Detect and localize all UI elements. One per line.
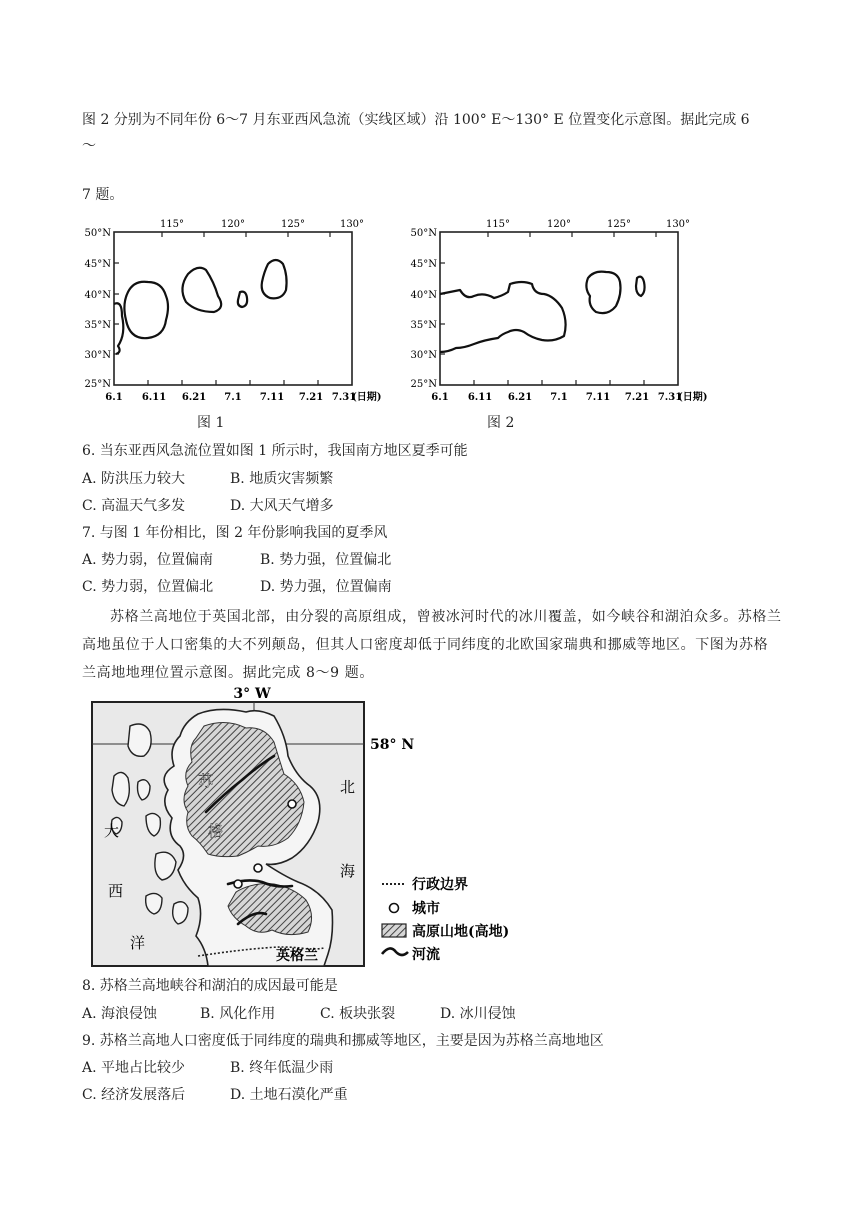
q8-option-c: C. 板块张裂 <box>320 1006 396 1022</box>
fig1-lon-130: 130° <box>339 219 365 230</box>
map-region-char-2: 格 <box>208 822 224 840</box>
fig2-lat-30: 30°N <box>410 350 437 361</box>
legend-river-icon <box>382 948 408 955</box>
fig1-date-6-11: 6.11 <box>141 392 167 403</box>
map-lon-label: 3° W <box>233 686 271 702</box>
fig2-lon-130: 130° <box>665 219 691 230</box>
city-marker-1 <box>288 800 296 808</box>
fig2-date-7-21: 7.21 <box>624 392 650 403</box>
fig1-date-7-31: 7.31 <box>331 392 357 403</box>
map-ocean-3: 洋 <box>130 934 146 952</box>
city-marker-3 <box>234 880 242 888</box>
fig2-lat-25: 25°N <box>410 379 437 390</box>
fig1-lat-50: 50°N <box>84 228 111 239</box>
intro-line-2: ～ <box>82 138 96 154</box>
q8-option-d: D. 冰川侵蚀 <box>440 1006 516 1022</box>
fig1-lat-45: 45°N <box>84 259 111 270</box>
fig1-lat-25: 25°N <box>84 379 111 390</box>
intro-line-3: 7 题。 <box>82 187 124 203</box>
fig1-jet-contour-4 <box>238 292 247 307</box>
q9-option-c: C. 经济发展落后 <box>82 1087 186 1103</box>
q7-option-d: D. 势力强，位置偏南 <box>260 579 392 595</box>
q6-stem: 6. 当东亚西风急流位置如图 1 所示时，我国南方地区夏季可能 <box>82 443 468 459</box>
fig2-lon-120: 120° <box>546 219 572 230</box>
fig1-date-7-11: 7.11 <box>259 392 285 403</box>
fig2-date-6-1: 6.1 <box>431 392 449 403</box>
q8-option-b: B. 风化作用 <box>200 1006 276 1022</box>
figure-1-caption: 图 1 <box>197 415 225 431</box>
q9-option-a: A. 平地占比较少 <box>82 1060 186 1076</box>
fig1-lon-120: 120° <box>220 219 246 230</box>
fig2-date-6-21: 6.21 <box>507 392 533 403</box>
fig1-lat-35: 35°N <box>84 320 111 331</box>
legend-river-label: 河流 <box>412 947 440 963</box>
fig1-date-7-1: 7.1 <box>224 392 242 403</box>
fig2-lon-125: 125° <box>606 219 632 230</box>
q7-option-a: A. 势力弱，位置偏南 <box>82 552 214 568</box>
legend-highland-label: 高原山地(高地) <box>412 924 510 940</box>
legend-city-label: 城市 <box>412 901 440 917</box>
scotland-highlands-map <box>88 686 528 972</box>
q9-option-d: D. 土地石漠化严重 <box>230 1087 348 1103</box>
fig2-date-unit: (日期) <box>678 392 708 403</box>
fig2-lat-50: 50°N <box>410 228 437 239</box>
city-marker-2 <box>254 864 262 872</box>
q8-option-a: A. 海浪侵蚀 <box>82 1006 158 1022</box>
fig1-jet-contour-3 <box>182 268 221 312</box>
fig2-date-7-31: 7.31 <box>657 392 683 403</box>
map-ocean-1: 大 <box>104 822 120 840</box>
fig2-lat-40: 40°N <box>410 290 437 301</box>
q9-stem: 9. 苏格兰高地人口密度低于同纬度的瑞典和挪威等地区，主要是因为苏格兰高地地区 <box>82 1033 604 1049</box>
q8-stem: 8. 苏格兰高地峡谷和湖泊的成因最可能是 <box>82 978 338 994</box>
q7-option-b: B. 势力强，位置偏北 <box>260 552 392 568</box>
fig1-lat-40: 40°N <box>84 290 111 301</box>
map-region-char-1: 苏 <box>198 772 214 790</box>
fig1-date-7-21: 7.21 <box>298 392 324 403</box>
fig2-date-6-11: 6.11 <box>467 392 493 403</box>
fig1-lat-30: 30°N <box>84 350 111 361</box>
q6-option-b: B. 地质灾害频繁 <box>230 471 334 487</box>
fig1-lon-115: 115° <box>159 219 185 230</box>
map-sea-north-2: 海 <box>340 862 356 880</box>
figure-1-jet-stream-chart <box>78 212 382 407</box>
fig2-date-7-11: 7.11 <box>585 392 611 403</box>
legend-boundary-label: 行政边界 <box>412 877 468 893</box>
q6-option-c: C. 高温天气多发 <box>82 498 186 514</box>
fig1-date-6-1: 6.1 <box>105 392 123 403</box>
legend-city-icon <box>390 904 399 913</box>
passage-paragraph: 苏格兰高地位于英国北部，由分裂的高原组成，曾被冰河时代的冰川覆盖，如今峡谷和湖泊众多。苏格兰高地虽位于人口密集的大不列颠岛，但其人口密度却低于同纬度的北欧国家瑞典和挪威等地区。下图为苏格兰高地地理位置示意图。据此完成 8～9 题。 <box>82 609 782 681</box>
fig1-date-unit: (日期) <box>352 392 382 403</box>
q7-stem: 7. 与图 1 年份相比，图 2 年份影响我国的夏季风 <box>82 525 388 541</box>
fig2-lon-115: 115° <box>485 219 511 230</box>
legend-highland-icon <box>382 924 406 937</box>
fig1-date-6-21: 6.21 <box>181 392 207 403</box>
fig1-lon-125: 125° <box>280 219 306 230</box>
q7-option-c: C. 势力弱，位置偏北 <box>82 579 214 595</box>
figure-2-caption: 图 2 <box>487 415 515 431</box>
q6-option-a: A. 防洪压力较大 <box>82 471 186 487</box>
q9-option-b: B. 终年低温少雨 <box>230 1060 334 1076</box>
fig2-jet-contour-2 <box>586 272 620 314</box>
fig2-lat-35: 35°N <box>410 320 437 331</box>
fig2-jet-contour-3 <box>636 277 645 296</box>
fig2-jet-contour-1 <box>440 282 566 352</box>
fig1-jet-contour-1 <box>114 303 123 354</box>
island-1 <box>128 724 151 756</box>
fig1-jet-contour-5 <box>262 260 287 298</box>
map-sea-north-1: 北 <box>340 778 356 796</box>
map-ocean-2: 西 <box>108 882 124 900</box>
map-england-label: 英格兰 <box>276 948 318 964</box>
map-lat-label: 58° N <box>370 737 415 753</box>
fig2-lat-45: 45°N <box>410 259 437 270</box>
intro-line-1: 图 2 分别为不同年份 6～7 月东亚西风急流（实线区域）沿 100° E～130° E 位置变化示意图。据此完成 6 <box>82 112 750 128</box>
q6-option-d: D. 大风天气增多 <box>230 498 334 514</box>
fig2-date-7-1: 7.1 <box>550 392 568 403</box>
fig1-jet-contour-2 <box>124 282 168 338</box>
figure-2-jet-stream-chart <box>404 212 724 407</box>
